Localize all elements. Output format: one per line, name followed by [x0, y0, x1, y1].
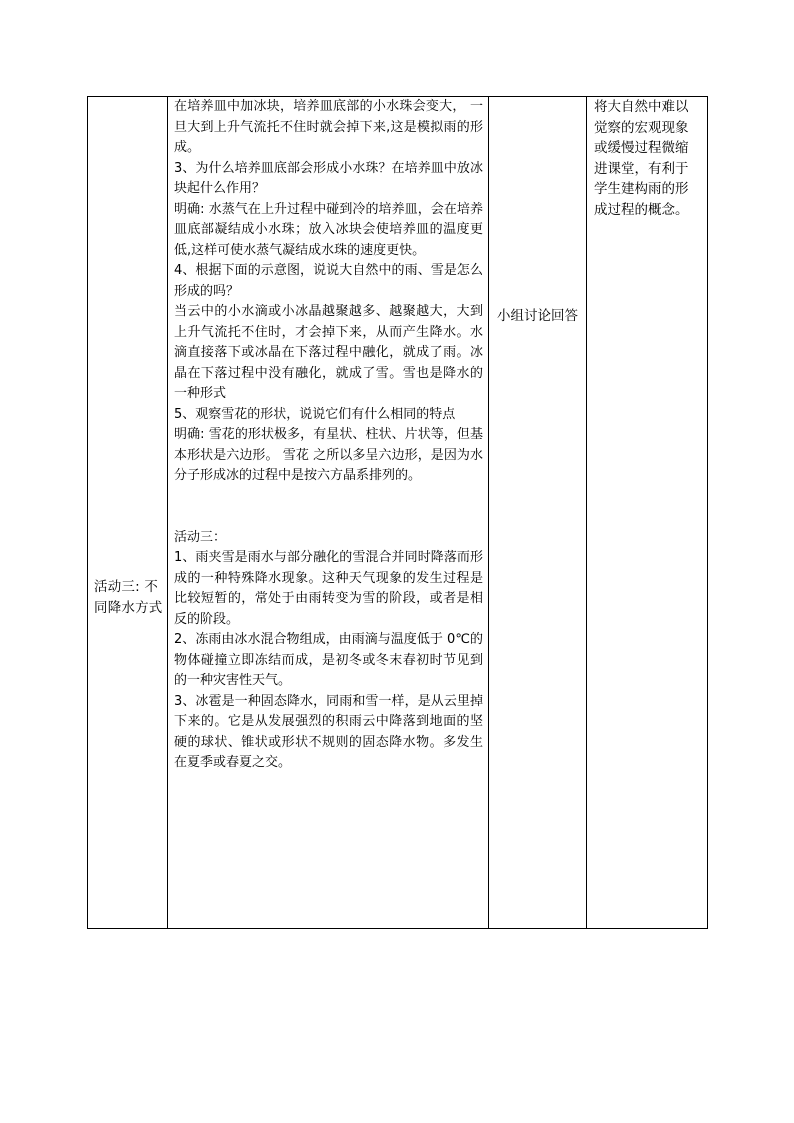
- content-paragraph: 明确: 雪花的形状极多，有星状、柱状、片状等，但基本形状是六边形。 雪花 之所以多呈六边形，是因为水分子形成冰的过程中是按六方晶系排列的。: [174, 427, 483, 483]
- student-activity-cell: [489, 97, 587, 929]
- content-paragraph: 3、冰雹是一种固态降水，同雨和雪一样，是从云里掉下来的。它是从发展强烈的积雨云中降落到地面的坚硬的球状、锥状或形状不规则的固态降水物。多发生在夏季或春夏之交。: [174, 693, 483, 770]
- content-paragraph: 5、观察雪花的形状，说说它们有什么相同的特点: [174, 406, 456, 422]
- table-row: [88, 97, 708, 929]
- activity3-heading: 活动三：: [174, 529, 227, 545]
- activity-label: 活动三: 不同降水方式: [94, 579, 163, 616]
- activity-cell: [88, 97, 168, 929]
- content-paragraph: 4、根据下面的示意图，说说大自然中的雨、雪是怎么形成的吗？: [174, 263, 483, 299]
- content-paragraph: 明确: 水蒸气在上升过程中碰到冷的培养皿，会在培养皿底部凝结成小水珠；放入冰块会使培养皿的温度更低,这样可使水蒸气凝结成水珠的速度更快。: [174, 201, 483, 258]
- design-intent-text: 将大自然中难以觉察的宏观现象或缓慢过程微缩进课堂，有利于学生建构雨的形成过程的概念。: [594, 99, 689, 218]
- lesson-plan-table: [87, 96, 708, 929]
- student-activity-text: 小组讨论回答: [497, 308, 578, 324]
- content-paragraph: 1、雨夹雪是雨水与部分融化的雪混合并同时降落而形成的一种特殊降水现象。这种天气现象的发生过程是比较短暂的，常处于由雨转变为雪的阶段，或者是相反的阶段。: [174, 550, 483, 627]
- spacer: [174, 487, 483, 528]
- content-body: [168, 97, 488, 774]
- content-paragraph: 当云中的小水滴或小冰晶越聚越多、越聚越大，大到上升气流托不住时，才会掉下来，从而产生降水。水滴直接落下或冰晶在下落过程中融化，就成了雨。冰晶在下落过程中没有融化，就成了雪。雪也是降水的一种形式: [174, 304, 483, 401]
- content-paragraph: 3、为什么培养皿底部会形成小水珠？在培养皿中放冰块起什么作用？: [174, 160, 483, 196]
- content-paragraph: 2、冻雨由冰水混合物组成，由雨滴与温度低于 0℃的物体碰撞立即冻结而成，是初冬或冬末春初时节见到的一种灾害性天气。: [174, 632, 483, 688]
- design-intent-cell: [587, 97, 708, 929]
- content-cell: [168, 97, 489, 929]
- content-paragraph: 在培养皿中加冰块，培养皿底部的小水珠会变大， 一旦大到上升气流托不住时就会掉下来,这是模拟雨的形成。: [174, 99, 483, 155]
